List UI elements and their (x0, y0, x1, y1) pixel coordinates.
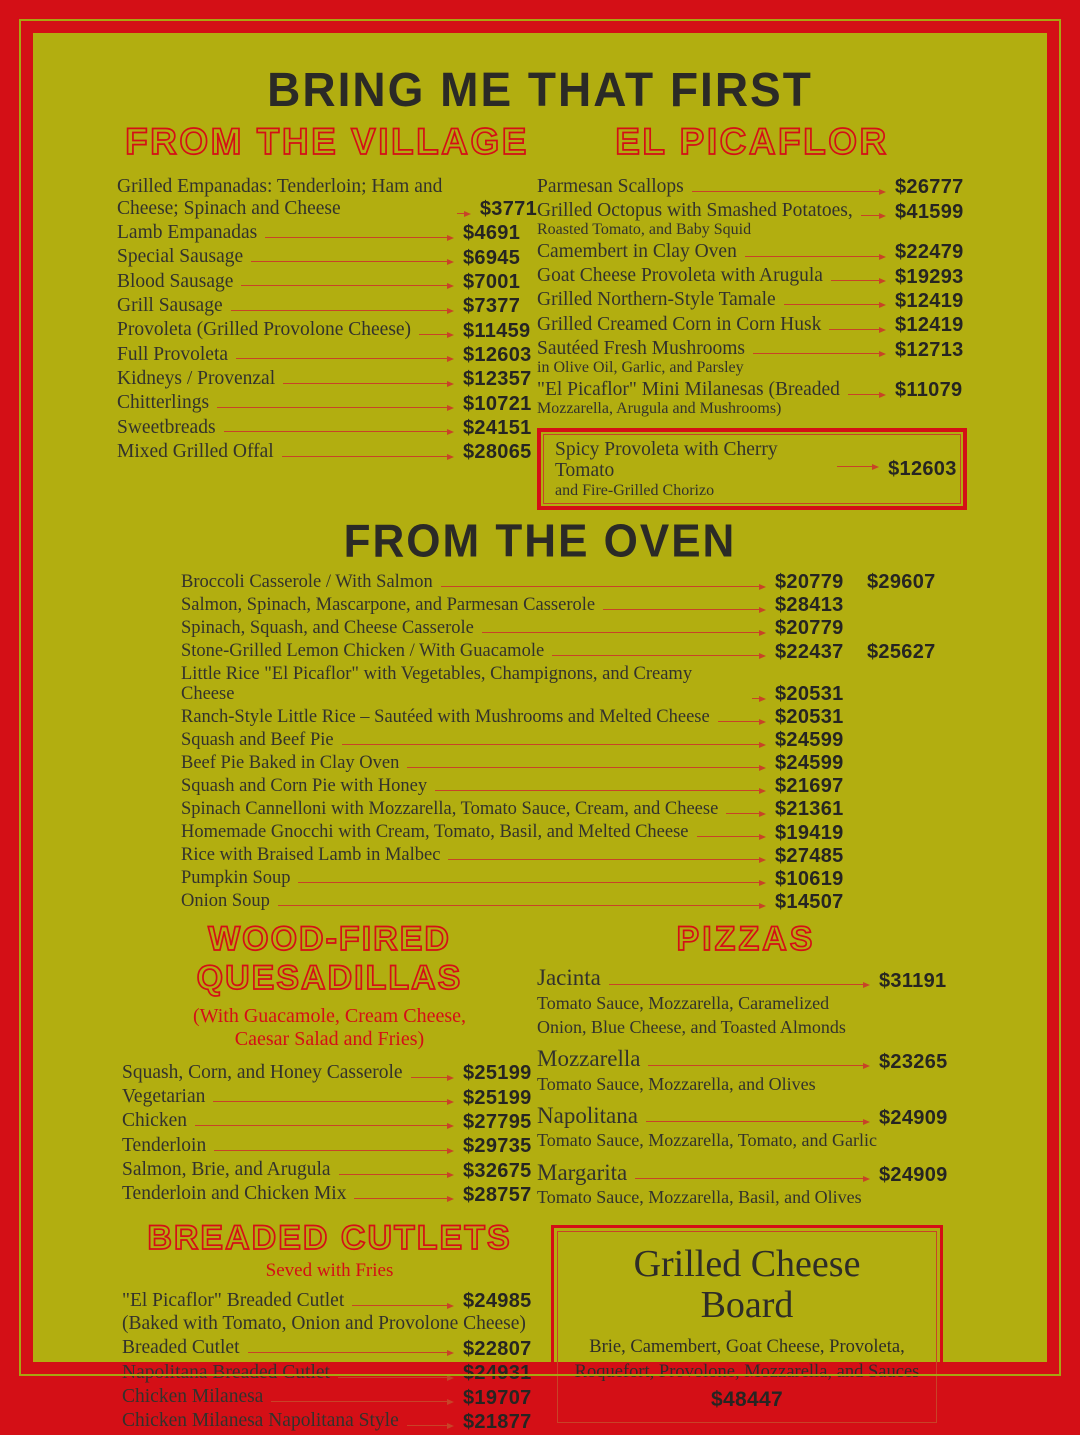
menu-item (181, 730, 943, 751)
menu-item (122, 1110, 537, 1132)
menu-page (33, 33, 1047, 1433)
price-leader-line (457, 213, 469, 214)
price-leader-line (848, 394, 884, 395)
cutlets-subtitle: Seved with Fries (265, 1260, 394, 1282)
price-leader-line (726, 813, 764, 814)
item-description: Mozzarella, Arugula and Mushrooms) (537, 399, 782, 417)
cutlets-item-list (122, 1290, 537, 1433)
item-name: Grilled Northern-Style Tamale (537, 289, 776, 311)
price-leader-line (752, 698, 764, 699)
menu-item (537, 379, 967, 417)
item-price: $23265 (879, 1050, 948, 1073)
item-name: Sautéed Fresh Mushrooms (537, 338, 745, 360)
item-name: Provoleta (Grilled Provolone Cheese) (117, 319, 412, 341)
menu-item-row (122, 1410, 537, 1432)
price-leader-line (231, 310, 452, 311)
menu-item-row (537, 379, 967, 401)
item-price: $22437 (775, 640, 844, 663)
item-name: Full Provoleta (117, 343, 229, 365)
menu-item-row (537, 200, 967, 222)
price-leader-line (419, 334, 452, 335)
price-leader-line (213, 1101, 452, 1102)
menu-item-row (537, 1046, 955, 1071)
item-price: $19707 (463, 1386, 532, 1409)
item-price: $21697 (775, 775, 844, 798)
price-leader-line (224, 431, 452, 432)
item-price-group (775, 776, 943, 797)
price-leader-line (217, 407, 452, 408)
menu-item (181, 776, 943, 797)
item-price-group (775, 707, 943, 728)
item-price: $10721 (463, 392, 532, 415)
menu-item (181, 892, 943, 913)
price-leader-line (753, 353, 884, 354)
item-description: Tomato Sauce, Mozzarella, Caramelized Onion, Blue Cheese, and Toasted Almonds (537, 992, 846, 1038)
cheese-board-title: Grilled Cheese Board (633, 1243, 861, 1327)
menu-item-row (117, 368, 537, 390)
item-price: $28757 (463, 1183, 532, 1206)
item-price-group (775, 618, 943, 639)
bottom-columns (33, 920, 1047, 1434)
menu-item-row (117, 319, 537, 341)
item-name: Chicken Milanesa (122, 1386, 264, 1408)
menu-item-row (122, 1386, 537, 1408)
item-price: $20779 (775, 617, 844, 640)
item-name: Squash, Corn, and Honey Casserole (122, 1061, 403, 1083)
item-price-group (775, 684, 943, 705)
item-name: Stone-Grilled Lemon Chicken / With Guacamole (181, 641, 545, 662)
item-price: $25199 (463, 1062, 532, 1085)
picaflor-item-list (537, 176, 967, 417)
menu-item (537, 965, 955, 1039)
price-leader-line (861, 215, 884, 216)
menu-item-row (537, 338, 967, 360)
menu-item (181, 707, 943, 728)
item-name: Chitterlings (117, 392, 210, 414)
menu-item-row (181, 707, 943, 728)
item-price-group (775, 642, 943, 663)
item-price: $24931 (463, 1362, 532, 1385)
item-price: $12419 (895, 314, 964, 337)
item-price: $19293 (895, 265, 964, 288)
item-price-group (775, 595, 943, 616)
item-description: Tomato Sauce, Mozzarella, and Olives (537, 1073, 816, 1094)
item-name: Goat Cheese Provoleta with Arugula (537, 265, 823, 287)
item-price: $25199 (463, 1086, 532, 1109)
menu-item-row (537, 176, 967, 198)
menu-item-row (122, 1062, 537, 1084)
menu-item (537, 1046, 955, 1096)
section-from-the-oven (33, 515, 1047, 913)
item-price: $24909 (879, 1163, 948, 1186)
item-second-price: $29607 (867, 571, 936, 594)
price-leader-line (837, 466, 877, 467)
village-section-title: FROM THE VILLAGE (125, 121, 529, 163)
menu-item-row (122, 1362, 537, 1384)
price-leader-line (448, 859, 764, 860)
item-price: $32675 (463, 1159, 532, 1182)
item-price: $24599 (775, 752, 844, 775)
oven-section-title: FROM THE OVEN (343, 515, 737, 568)
item-name: Little Rice "El Picaflor" with Vegetables, Champignons, and Creamy Cheese (181, 663, 693, 704)
menu-item (537, 265, 967, 287)
price-leader-line (609, 984, 868, 985)
price-leader-line (278, 905, 764, 906)
menu-item (537, 1160, 955, 1210)
price-leader-line (635, 1178, 868, 1179)
menu-item-row (181, 823, 943, 844)
menu-item (181, 665, 943, 705)
menu-item-row (181, 869, 943, 890)
section-from-the-village (117, 121, 537, 510)
price-leader-line (251, 261, 452, 262)
menu-item-row (181, 730, 943, 751)
menu-item-row (181, 799, 943, 820)
item-description: Roasted Tomato, and Baby Squid (537, 221, 752, 238)
spicy-provoleta-highlight-box (537, 428, 967, 510)
item-name: Breaded Cutlet (122, 1337, 240, 1359)
menu-item-row (117, 222, 537, 244)
item-name: Jacinta (537, 965, 601, 991)
item-price: $20531 (775, 706, 844, 729)
item-price-group (775, 730, 943, 751)
price-leader-line (603, 609, 764, 610)
item-price: $24599 (775, 729, 844, 752)
quesadillas-subtitle: (With Guacamole, Cream Cheese, Caesar Salad and Fries) (193, 1004, 466, 1051)
menu-item-row (122, 1086, 537, 1108)
oven-item-list (181, 572, 943, 912)
menu-item-row (122, 1110, 537, 1132)
item-price: $27485 (775, 844, 844, 867)
top-columns (33, 121, 1047, 510)
menu-item-row (181, 753, 943, 774)
price-leader-line (342, 744, 764, 745)
item-price: $19419 (775, 821, 844, 844)
price-leader-line (692, 191, 884, 192)
item-name: Napolitana Breaded Cutlet (122, 1361, 330, 1383)
item-name: Rice with Braised Lamb in Malbec (181, 845, 441, 866)
item-name: Chicken Milanesa Napolitana Style (122, 1410, 399, 1432)
item-name: Tenderloin (122, 1134, 207, 1156)
menu-item (122, 1159, 537, 1181)
item-name: "El Picaflor" Breaded Cutlet (122, 1289, 345, 1311)
page-title: BRING ME THAT FIRST (267, 61, 813, 117)
price-leader-line (407, 767, 764, 768)
item-name: Spinach Cannelloni with Mozzarella, Tomato Sauce, Cream, and Cheese (181, 799, 719, 820)
item-price: $21877 (463, 1410, 532, 1433)
menu-item (117, 417, 537, 439)
item-name: Onion Soup (181, 891, 270, 912)
item-price: $12603 (888, 458, 957, 480)
menu-item-row (181, 776, 943, 797)
price-leader-line (241, 285, 452, 286)
price-leader-line (283, 383, 452, 384)
menu-item (117, 271, 537, 293)
menu-item-row (117, 246, 537, 268)
menu-item-row (181, 618, 943, 639)
menu-item-row (181, 665, 943, 705)
item-name: Grilled Octopus with Smashed Potatoes, (537, 200, 853, 222)
menu-item (537, 314, 967, 336)
price-leader-line (718, 721, 764, 722)
item-price: $11459 (463, 319, 531, 342)
item-price: $3771 (479, 198, 537, 221)
item-name: "El Picaflor" Mini Milanesas (Breaded (537, 378, 840, 400)
menu-item-row (117, 295, 537, 317)
price-leader-line (195, 1125, 452, 1126)
item-description: in Olive Oil, Garlic, and Parsley (537, 358, 744, 376)
item-name: Homemade Gnocchi with Cream, Tomato, Basil, and Melted Cheese (181, 822, 689, 843)
item-name: Special Sausage (117, 246, 244, 268)
menu-item (181, 595, 943, 616)
menu-item-row (122, 1290, 537, 1312)
item-price: $10619 (775, 867, 844, 890)
item-price: $6945 (463, 246, 521, 269)
item-price-group (775, 799, 943, 820)
item-name: Blood Sausage (117, 270, 234, 292)
item-price: $26777 (895, 176, 964, 199)
menu-item (181, 799, 943, 820)
item-price: $12713 (895, 338, 964, 361)
menu-item-row (537, 1103, 955, 1128)
menu-item (117, 368, 537, 390)
menu-item-row (181, 572, 943, 593)
menu-item-row (537, 1160, 955, 1185)
menu-item-row (117, 344, 537, 366)
menu-item (117, 441, 537, 463)
item-price-group (775, 846, 943, 867)
price-leader-line (339, 1174, 452, 1175)
grilled-cheese-board-box (551, 1225, 943, 1429)
cheese-board-price: $48447 (711, 1388, 783, 1412)
menu-item (181, 618, 943, 639)
item-price: $24909 (879, 1107, 948, 1130)
item-name: Tenderloin and Chicken Mix (122, 1183, 347, 1205)
item-price-group (775, 823, 943, 844)
menu-item-row (122, 1183, 537, 1205)
item-name: Lamb Empanadas (117, 222, 258, 243)
price-leader-line (829, 329, 884, 330)
item-price-group (775, 869, 943, 890)
item-price: $12419 (895, 289, 964, 312)
price-leader-line (552, 655, 764, 656)
boxed-item-text (555, 439, 829, 499)
menu-item (122, 1135, 537, 1157)
item-name: Spinach, Squash, and Cheese Casserole (181, 618, 474, 639)
menu-item-row (117, 417, 537, 439)
item-name: Mozzarella (537, 1046, 641, 1072)
menu-item (181, 572, 943, 593)
section-quesadillas-and-cutlets (122, 920, 537, 1434)
quesadillas-section-title (122, 920, 537, 998)
item-price: $28413 (775, 594, 844, 617)
item-name: Grill Sausage (117, 294, 223, 316)
menu-item (537, 200, 967, 238)
item-name: Parmesan Scallops (537, 175, 684, 197)
menu-item-row (122, 1135, 537, 1157)
item-price-group (775, 892, 943, 913)
section-el-picaflor (537, 121, 967, 510)
item-price: $27795 (463, 1110, 532, 1133)
menu-item-row (537, 241, 967, 263)
item-price: $7001 (463, 271, 521, 294)
item-description: (Baked with Tomato, Onion and Provolone Cheese) (122, 1312, 526, 1334)
menu-item (117, 319, 537, 341)
menu-item-row (181, 642, 943, 663)
item-name: Pumpkin Soup (181, 868, 291, 889)
item-name: Squash and Corn Pie with Honey (181, 775, 428, 796)
price-leader-line (407, 1425, 452, 1426)
menu-item-row (117, 441, 537, 463)
item-price-group (775, 572, 943, 593)
item-name: Margarita (537, 1159, 628, 1185)
menu-item-row (181, 595, 943, 616)
menu-item (537, 176, 967, 198)
menu-item (117, 344, 537, 366)
menu-item (117, 246, 537, 268)
price-leader-line (784, 304, 884, 305)
item-name: Salmon, Spinach, Mascarpone, and Parmesan Casserole (181, 594, 596, 615)
price-leader-line (831, 280, 884, 281)
price-leader-line (214, 1150, 452, 1151)
item-price: $24151 (463, 417, 532, 440)
item-price: $21361 (775, 798, 844, 821)
menu-item-row (181, 892, 943, 913)
item-price: $4691 (463, 222, 521, 245)
price-leader-line (236, 358, 452, 359)
menu-item (181, 823, 943, 844)
pizzas-section-title: PIZZAS (676, 920, 816, 959)
price-leader-line (435, 790, 764, 791)
menu-item (122, 1337, 537, 1359)
menu-item (122, 1086, 537, 1108)
quesadillas-title-line2: QUESADILLAS (196, 959, 463, 998)
item-description: and Fire-Grilled Chorizo (555, 481, 715, 499)
menu-item-row (117, 271, 537, 293)
price-leader-line (411, 1077, 452, 1078)
menu-item (181, 642, 943, 663)
menu-item (122, 1410, 537, 1432)
item-price: $41599 (895, 200, 964, 223)
item-name: Kidneys / Provenzal (117, 367, 276, 389)
item-price: $22807 (463, 1337, 532, 1360)
menu-item (181, 753, 943, 774)
price-leader-line (282, 456, 452, 457)
item-price: $11079 (895, 379, 963, 402)
menu-item (122, 1290, 537, 1335)
item-name: Beef Pie Baked in Clay Oven (181, 752, 400, 773)
price-leader-line (352, 1305, 452, 1306)
menu-item (122, 1183, 537, 1205)
cutlets-section-title: BREADED CUTLETS (147, 1219, 512, 1258)
quesadillas-title-line1: WOOD-FIRED (208, 920, 451, 959)
item-price: $24985 (463, 1290, 532, 1313)
menu-item (537, 289, 967, 311)
section-pizzas-and-cheese-board (537, 920, 955, 1434)
item-name: Camembert in Clay Oven (537, 240, 737, 262)
item-second-price: $25627 (867, 640, 936, 663)
menu-item (117, 222, 537, 244)
cheese-board-description: Brie, Camembert, Goat Cheese, Provoleta, Roquefort, Provolone, Mozzarella, and Sauces (574, 1337, 920, 1383)
item-name: Mixed Grilled Offal (117, 440, 274, 462)
item-name: Napolitana (537, 1102, 638, 1128)
price-leader-line (354, 1198, 452, 1199)
menu-item (117, 295, 537, 317)
picaflor-section-title: EL PICAFLOR (615, 121, 889, 163)
item-name: Grilled Empanadas: Tenderloin; Ham and Cheese; Spinach and Cheese (117, 175, 443, 219)
price-leader-line (271, 1401, 452, 1402)
item-description: Tomato Sauce, Mozzarella, Basil, and Olives (537, 1186, 862, 1207)
menu-item (122, 1062, 537, 1084)
price-leader-line (648, 1065, 868, 1066)
item-price: $20779 (775, 571, 844, 594)
menu-item-row (181, 846, 943, 867)
item-name: Grilled Creamed Corn in Corn Husk (537, 313, 822, 335)
menu-item-row (537, 289, 967, 311)
menu-item (181, 846, 943, 867)
price-leader-line (265, 237, 452, 238)
item-name: Broccoli Casserole / With Salmon (181, 571, 433, 592)
price-leader-line (441, 586, 764, 587)
menu-item-row (122, 1337, 537, 1359)
pizzas-item-list (537, 965, 955, 1209)
menu-item (117, 392, 537, 414)
price-leader-line (338, 1377, 452, 1378)
item-price: $31191 (879, 969, 947, 992)
village-item-list (117, 176, 537, 463)
price-leader-line (248, 1352, 452, 1353)
price-leader-line (298, 882, 764, 883)
menu-item (537, 338, 967, 376)
menu-item-row (117, 392, 537, 414)
item-name: Chicken (122, 1110, 187, 1132)
item-price: $7377 (463, 295, 521, 318)
item-price: $12357 (463, 368, 532, 391)
menu-item (181, 869, 943, 890)
item-name: Squash and Beef Pie (181, 729, 334, 750)
item-name: Salmon, Brie, and Arugula (122, 1159, 331, 1181)
item-name: Ranch-Style Little Rice – Sautéed with Mushrooms and Melted Cheese (181, 706, 710, 727)
menu-item (117, 176, 537, 220)
item-price-group (775, 753, 943, 774)
price-leader-line (482, 632, 764, 633)
item-price: $20531 (775, 682, 844, 705)
menu-item (122, 1362, 537, 1384)
price-leader-line (697, 836, 764, 837)
item-description: Tomato Sauce, Mozzarella, Tomato, and Garlic (537, 1130, 878, 1151)
menu-item (122, 1386, 537, 1408)
item-price: $14507 (775, 890, 844, 913)
quesadillas-item-list (122, 1062, 537, 1205)
menu-item-row (537, 265, 967, 287)
price-leader-line (646, 1121, 868, 1122)
menu-item (537, 241, 967, 263)
menu-item-row (537, 965, 955, 990)
menu-item-row (117, 176, 537, 220)
item-name: Vegetarian (122, 1086, 206, 1108)
item-price: $29735 (463, 1135, 532, 1158)
price-leader-line (745, 256, 884, 257)
item-name: Sweetbreads (117, 416, 216, 438)
menu-item-row (537, 314, 967, 336)
item-price: $28065 (463, 441, 532, 464)
item-price: $22479 (895, 241, 964, 264)
item-name: Spicy Provoleta with Cherry Tomato (555, 438, 778, 482)
item-price: $12603 (463, 344, 532, 367)
menu-item (537, 1103, 955, 1153)
menu-item-row (122, 1159, 537, 1181)
